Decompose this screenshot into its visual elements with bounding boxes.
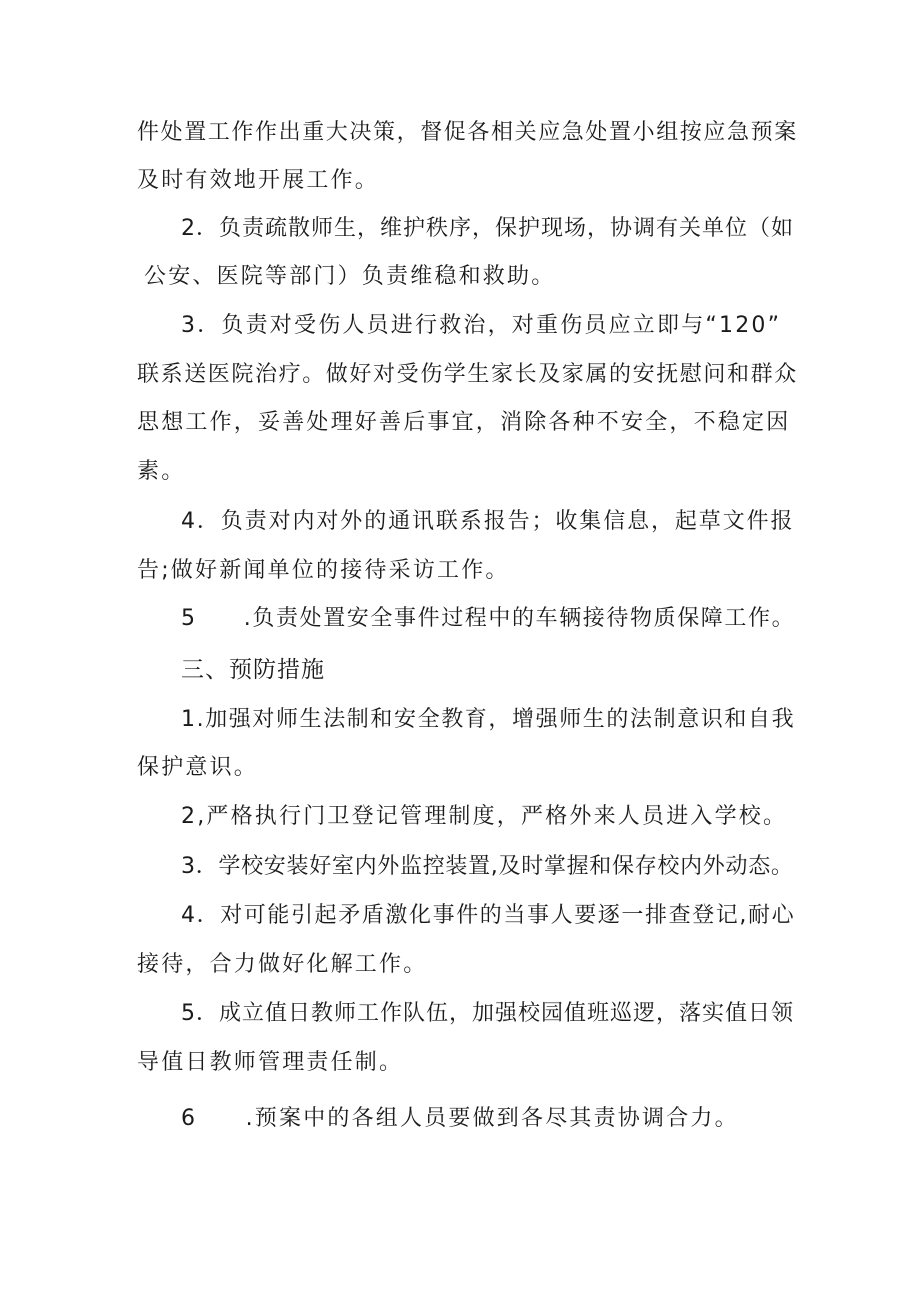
paragraph-line: 2,严格执行门卫登记管理制度，严格外来人员进入学校。 [181,804,788,829]
paragraph-line: 思想工作，妥善处理好善后事宜，消除各种不安全，不稳定因 [137,410,791,435]
paragraph-line: 告;做好新闻单位的接待采访工作。 [137,558,510,583]
section-heading: 三、预防措施 [181,657,325,683]
paragraph-line: 保护意识。 [137,755,259,780]
paragraph-line: 公安、医院等部门）负责维稳和救助。 [144,264,556,289]
paragraph-line: 1.加强对师生法制和安全教育，增强师生的法制意识和自我 [181,707,796,732]
paragraph-line: 4．对可能引起矛盾激化事件的当事人要逐一排查登记,耐心 [181,903,796,928]
paragraph-line: 导值日教师管理责任制。 [137,1050,404,1075]
paragraph-line: 联系送医院治疗。做好对受伤学生家长及家属的安抚慰问和群众 [137,362,798,387]
paragraph-line: 件处置工作作出重大决策，督促各相关应急处置小组按应急预案 [137,120,798,145]
paragraph-line: 接待，合力做好化解工作。 [137,952,428,977]
paragraph-line: 5 .负责处置安全事件过程中的车辆接待物质保障工作。 [181,606,796,631]
paragraph-line: 及时有效地开展工作。 [137,168,380,193]
paragraph-line: 2．负责疏散师生，维护秩序，保护现场，协调有关单位（如 [181,216,794,241]
paragraph-line: 3．负责对受伤人员进行救治，对重伤员应立即与“120” [181,313,782,338]
paragraph-line: 5．成立值日教师工作队伍，加强校园值班巡逻，落实值日领 [181,1001,794,1026]
paragraph-line: 4．负责对内对外的通讯联系报告；收集信息，起草文件报 [181,509,795,534]
paragraph-line: 6 .预案中的各组人员要做到各尽其责协调合力。 [181,1106,739,1131]
paragraph-line: 3．学校安装好室内外监控装置,及时掌握和保存校内外动态。 [181,854,794,879]
paragraph-line: 素。 [137,459,186,484]
